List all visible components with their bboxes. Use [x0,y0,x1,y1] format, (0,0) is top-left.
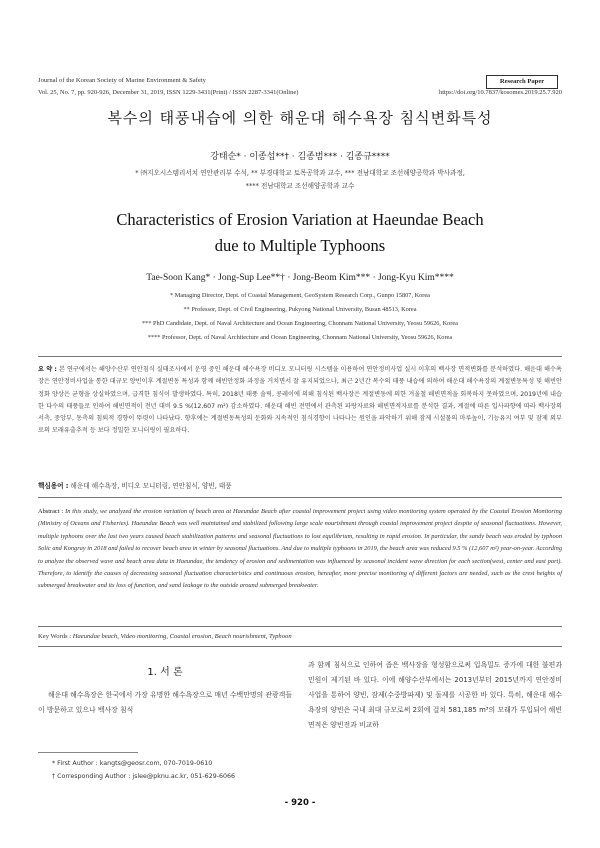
keywords-english [38,633,292,640]
title-english-line: due to Multiple Typhoons [214,236,386,255]
article-type-badge: Research Paper [486,75,558,89]
section-heading: 1. 서 론 [147,667,183,678]
title-english-line: Characteristics of Erosion Variation at Haeundae Beach [116,210,484,229]
abstract-korean-text: 본 연구에서는 해양수산부 연안침식 실태조사에서 운영 중인 해운대 해수욕장 비디오 모니터링 시스템을 이용하여 연안정비사업 실시 이후의 백사장 면적변화를 분석하였다. 해운대 해수욕장은 연안정비사업을 통한 대규모 양빈이후 계절변동 특성과 함께 해빈안정화 과정을 거치면서 잘 유지되었으나, 최근 2년간 복수의 태풍 내습에 의하여 해운대 해수욕장의 계절변동특성 및 해빈안정화 양상은 균형을 상실하였으며, 급격한 침식이 발생하였다. 특히, 2018년 태풍 솔릭, 콩레이에 의해 침식된 백사장은 계절변동에 의한 겨울철 해빈면적을 회복하지 못하였으며, 2019년에 내습한 다수의 태풍들로 인하여 해빈면적이 전년 대비 9.5 %(12,607 m²) 감소하였다. 해운대 해빈 전면에서 관측된 파랑자료와 해빈면적자료를 분석한 결과, 계절에 따른 입사파향에 따라 백사장의 서측, 중앙부, 동측의 침퇴적 경향이 뚜렷이 나타났다. 향후에는 계절변동특성의 둔화와 지속적인 침식경향이 나타나는 원인을 파악하기 위해 잠제 시설물의 마루높이, 기능유지 여부 및 잠제 외부로의 모래유출추적 등 보다 정밀한 모니터링이 필요하다. [38,366,562,435]
citation: Vol. 25, No. 7, pp. 920-926, December 31, 2019, ISSN 1229-3431(Print) / ISSN 2287-3341(Online) [38,89,299,96]
divider [38,356,562,357]
abstract-korean [38,364,562,438]
affiliation-english-line: * Managing Director, Dept. of Coastal Management, GeoSystem Research Corp., Gunpo 15807, Korea [170,292,430,299]
affiliation-english-line: *** PhD Candidate, Dept. of Naval Architecture and Ocean Engineering, Chonnam National University, Yeosu 59626, Korea [142,320,458,327]
affiliation-english-line: **** Professor, Dept. of Naval Architecture and Ocean Engineering, Chonnam National University, Yeosu 59626, Korea [147,334,453,341]
keywords-english-label: Key Words : [38,633,72,640]
journal-name: Journal of the Korean Society of Marine Environment & Safety [38,77,206,84]
affiliation-english-line: ** Professor, Dept. of Civil Engineering, Pukyong National University, Busan 48513, Korea [183,306,417,313]
keywords-english-text: Haeundae beach, Video monitoring, Coastal erosion, Beach nourishment, Typhoon [72,633,292,640]
footnote-divider [38,752,138,753]
keywords-korean-label: 핵심용어 : [38,482,69,490]
abstract-english-label: Abstract : [38,508,64,515]
footnote-first-author: * First Author : kangts@geosr.com, 070-7019-0610 [52,760,213,767]
affiliation-korean-line: **** 전남대학교 조선해양공학과 교수 [245,182,355,190]
citation-line [38,89,562,96]
body-text-left-column: 해운대 해수욕장은 한국에서 가장 유명한 해수욕장으로 매년 수백만명의 관광객들이 방문하고 있으나 백사장 침식 [38,691,292,714]
abstract-english-text: In this study, we analyzed the erosion variation of beach area at Haeundae Beach after coastal improvement project using video monitoring system operated by the Coastal Erosion Monitoring (Ministry of Oceans and Fisheries). Haeundae Beach was well maintained and stabilized following large scale nourishment through coastal improvement project despite of seasonal fluctuations. However, multiple typhoons over the last two years caused beach stabilization patterns and seasonal fluctuations to lost equilibrium, resulting in rapid erosion. In particular, the sandy beach was eroded by typhoon Solic and Kongray in 2018 and failed to recover beach area in winter by seasonal fluctuations. And due to multiple typhoons in 2019, the beach area was reduced 9.5 % (12,607 m²) year-on-year. According to analyze the observed wave and beach area data in Haeundae, the tendency of erosion and sedimentation was influenced by seasonal incident wave direction for each section(west, center and east part). Therefore, to identify the causes of decreasing seasonal fluctuation characteristics and continuous erosion, hereafter, more precise monitoring of different factors are needed, such as the crest heights of submerged breakwater and its loss of function, and sand leakage to the outside around submerged breakwater. [38,508,562,590]
divider [38,626,562,627]
abstract-english [38,506,562,593]
keywords-korean-text: 해운대 해수욕장, 비디오 모니터링, 연안침식, 양빈, 태풍 [70,482,232,490]
doi-link[interactable]: https://doi.org/10.7837/kosomes.2019.25.7.920 [438,89,562,96]
divider [38,646,562,647]
abstract-korean-label: 요 약 : [38,366,57,373]
divider [38,497,562,498]
body-text-right-column: 과 함께 침식으로 인하여 좁은 백사장을 형성함으로써 입욕밀도 증가에 대한 불편과 민원이 제기된 바 있다. 이에 해양수산부에서는 2013년부터 2015년까지 연안정비사업을 통하여 양빈, 잠제(수중방파제) 및 돌제를 시공한 바 있다. 특히, 해운대 해수욕장의 양빈은 국내 최대 규모로써 2회에 걸쳐 581,185 m³의 모래가 투입되어 해빈면적은 양빈전과 비교하 [308,661,562,729]
authors-korean: 강태순* · 이종섭**† · 김종범*** · 김종규**** [210,152,390,162]
title-korean: 복수의 태풍내습에 의한 해운대 해수욕장 침식변화특성 [107,109,493,127]
page-number: - 920 - [284,798,316,808]
authors-english: Tae-Soon Kang* · Jong-Sup Lee**† · Jong-Beom Kim*** · Jong-Kyu Kim**** [146,273,454,283]
keywords-korean [38,480,232,490]
footnote-corresponding-author: † Corresponding Author : jslee@pknu.ac.kr, 051-629-6066 [52,773,236,780]
affiliation-korean-line: * ㈜지오시스템리서치 연안관리부 수석, ** 부경대학교 토목공학과 교수, *** 전남대학교 조선해양공학과 박사과정, [135,169,465,177]
